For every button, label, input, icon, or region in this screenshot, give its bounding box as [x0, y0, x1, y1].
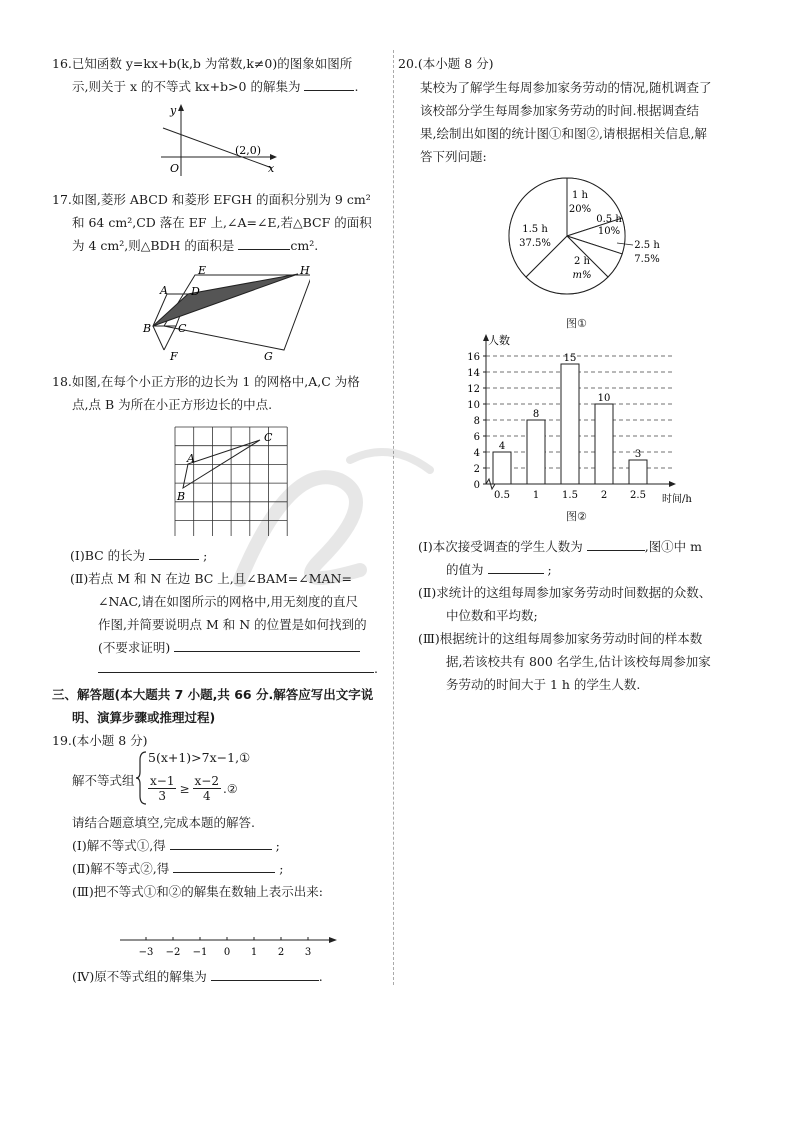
bar-chart [446, 330, 700, 505]
q17-text: 为 4 cm²,则△BDH 的面积是 [72, 238, 235, 253]
q17-unit: cm². [290, 238, 319, 253]
bar [561, 364, 579, 484]
bar [629, 460, 647, 484]
q20-para-line3: 果,绘制出如图的统计图①和图②,请根据相关信息,解 [420, 126, 707, 141]
q16-end: . [354, 79, 359, 94]
section3-line1: 三、解答题(本大题共 7 小题,共 66 分.解答应写出文字说 [52, 687, 374, 702]
q20-para-line2: 该校部分学生每周参加家务劳动的时间.根据调查结 [420, 103, 699, 118]
q17-answer-blank[interactable] [238, 249, 290, 250]
q18-p1-blank[interactable] [149, 559, 199, 560]
number-line-tick-label: 3 [304, 947, 312, 958]
q16-text: 示,则关于 x 的不等式 kx+b>0 的解集为 [72, 79, 301, 94]
pie-chart [505, 176, 675, 304]
pie-slice-value: 7.5% [634, 254, 660, 265]
q18-label-b: B [177, 490, 186, 503]
q18-p2-blank-1[interactable] [174, 651, 360, 652]
pie-slice-value: 20% [568, 204, 592, 215]
pie-slice-value: m% [572, 270, 592, 281]
q18-part1 [70, 545, 207, 567]
q17-label-h: H [300, 264, 310, 277]
number-line-tick-label: −2 [165, 947, 181, 958]
q18-label-c: C [264, 431, 273, 444]
q19-note: 请结合题意填空,完成本题的解答. [72, 815, 255, 830]
q17-label-e: E [198, 264, 207, 277]
q20-step1-end: ; [547, 562, 552, 577]
q17-segment-bf [153, 326, 164, 350]
number-line-tick-label: 0 [223, 947, 231, 958]
bar-y-tick-label: 14 [467, 368, 480, 379]
q16-y-label: y [170, 104, 177, 117]
q19-fraction-left [148, 774, 176, 803]
q19-frac-right-den: 4 [202, 789, 211, 803]
q17-line1: 17.如图,菱形 ABCD 和菱形 EFGH 的面积分别为 9 cm² [52, 192, 371, 207]
q19-step1 [72, 835, 280, 857]
q17-label-b: B [143, 322, 152, 335]
bar-category-label: 1.5 [562, 490, 578, 501]
q19-head: 19.(本小题 8 分) [52, 733, 148, 748]
q20-step1-blank-m[interactable] [488, 573, 544, 574]
q17-line2: 和 64 cm²,CD 落在 EF 上,∠A=∠E,若△BCF 的面积 [72, 215, 372, 230]
q19-step1-text: (Ⅰ)解不等式①,得 [72, 838, 166, 853]
bar-y-axis-title: 人数 [488, 334, 510, 347]
fig1-caption: 图① [566, 317, 587, 330]
pie-slice-value: 37.5% [519, 238, 551, 249]
q18-p2-line2: ∠NAC,请在如图所示的网格中,用无刻度的直尺 [98, 594, 359, 609]
bar-x-arrow [669, 481, 676, 487]
q19-frac-left-num: x−1 [150, 774, 175, 788]
number-line-tick-label: 1 [250, 947, 258, 958]
bar-value-label: 4 [498, 441, 506, 452]
q17-label-g: G [264, 350, 273, 362]
pie-slice-value: 10% [597, 226, 621, 237]
q17-line3 [72, 235, 318, 257]
bar-y-tick-label: 16 [467, 352, 480, 363]
q20-step3-line3: 务劳动的时间大于 1 h 的学生人数. [446, 677, 641, 692]
q20-step1-mid: ,图①中 m [644, 539, 702, 554]
q18-line1: 18.如图,在每个小正方形的边长为 1 的网格中,A,C 为格 [52, 374, 360, 389]
bar-y-tick-label: 0 [473, 480, 480, 491]
q18-p1-text: (Ⅰ)BC 的长为 [70, 548, 146, 563]
pie-slice-label: 2.5 h [634, 240, 660, 251]
q17-label-a: A [160, 284, 168, 297]
q19-step4 [72, 966, 323, 988]
q18-p2-end: . [374, 661, 378, 676]
q20-step1-line2-text: 的值为 [446, 562, 484, 577]
bar-y-tick-label: 2 [473, 464, 480, 475]
bar-category-label: 0.5 [494, 490, 510, 501]
bar-category-label: 2 [600, 490, 608, 501]
q18-line2: 点,点 B 为所在小正方形边长的中点. [72, 397, 273, 412]
q16-point-label: (2,0) [235, 144, 262, 157]
pie-slice-label: 1.5 h [522, 224, 548, 235]
q18-p2-line3: 作图,并简要说明点 M 和 N 的位置是如何找到的 [98, 617, 367, 632]
bar-chart-bars [493, 364, 647, 484]
pie-slice-label: 2 h [574, 256, 590, 267]
q19-step2-end: ; [279, 861, 284, 876]
number-line-tick-label: 2 [277, 947, 285, 958]
q20-step3-line1: (Ⅲ)根据统计的这组每周参加家务劳动时间的样本数 [418, 631, 703, 646]
q19-step1-end: ; [275, 838, 280, 853]
bar [527, 420, 545, 484]
q16-line1: 16.已知函数 y=kx+b(k,b 为常数,k≠0)的图象如图所 [52, 56, 353, 71]
q20-para-line1: 某校为了解学生每周参加家务劳动的情况,随机调查了 [420, 80, 712, 95]
q16-answer-blank[interactable] [304, 90, 354, 91]
q20-step3-line2: 据,若该校共有 800 名学生,估计该校每周参加家 [446, 654, 711, 669]
q19-frac-right-num: x−2 [194, 774, 219, 788]
q19-number-line [118, 930, 340, 960]
q19-intro: 解不等式组 [72, 773, 135, 788]
q19-step2 [72, 858, 283, 880]
q17-shaded-triangle [153, 274, 298, 326]
q19-step2-blank[interactable] [173, 872, 275, 873]
bar-y-tick-label: 10 [467, 400, 480, 411]
q18-p2-blank-2[interactable] [98, 672, 374, 673]
q16-line2 [72, 76, 358, 98]
fig2-caption: 图② [566, 510, 587, 523]
q18-p1-end: ; [203, 548, 208, 563]
q18-p2-text: (不要求证明) [98, 640, 171, 655]
bar [493, 452, 511, 484]
q20-step1-blank-count[interactable] [587, 550, 645, 551]
q20-head: 20.(本小题 8 分) [398, 56, 494, 71]
q20-step1-text: (Ⅰ)本次接受调查的学生人数为 [418, 539, 583, 554]
q19-step4-text: (Ⅳ)原不等式组的解集为 [72, 969, 207, 984]
q17-rhombus-figure [140, 262, 310, 362]
bar-category-label: 2.5 [630, 490, 646, 501]
q20-para-line4: 答下列问题: [420, 149, 487, 164]
bar-value-label: 15 [563, 353, 577, 364]
q16-x-arrow [270, 154, 277, 160]
q19-fraction-right [193, 774, 221, 803]
section3-line2: 明、演算步骤或推理过程) [72, 710, 216, 725]
q17-label-f: F [170, 350, 178, 362]
bar-y-tick-label: 6 [473, 432, 480, 443]
q19-step4-end: . [318, 969, 323, 984]
bar-value-label: 10 [597, 393, 611, 404]
q19-inequality-2 [148, 774, 238, 803]
q20-step1-line2 [446, 559, 552, 581]
bar-y-tick-label: 12 [467, 384, 480, 395]
q16-y-arrow [178, 104, 184, 111]
number-line-arrow [329, 937, 337, 943]
bar-y-tick-label: 8 [473, 416, 480, 427]
q20-step1-line1 [418, 536, 702, 558]
q17-label-d: D [191, 285, 200, 298]
bar-value-label: 3 [634, 449, 642, 460]
q16-origin-label: O [170, 162, 180, 175]
q19-step3: (Ⅲ)把不等式①和②的解集在数轴上表示出来: [72, 884, 324, 899]
q19-frac-left-den: 3 [158, 789, 167, 803]
q16-graph [155, 102, 280, 180]
bar [595, 404, 613, 484]
q17-segment-cf [164, 326, 176, 350]
number-line-tick-label: −3 [138, 947, 154, 958]
pie-slice-label: 1 h [572, 190, 588, 201]
bar-y-tick-label: 4 [473, 448, 480, 459]
q19-inequality-1: 5(x+1)>7x−1,① [148, 750, 251, 765]
q18-label-a: A [187, 452, 195, 465]
q18-p2-line1: (Ⅱ)若点 M 和 N 在边 BC 上,且∠BAM=∠MAN= [70, 571, 352, 586]
q19-step2-text: (Ⅱ)解不等式②,得 [72, 861, 170, 876]
q19-step4-blank[interactable] [211, 980, 319, 981]
q20-step2-line2: 中位数和平均数; [446, 608, 538, 623]
q19-step1-blank[interactable] [170, 849, 272, 850]
pie-slice-label: 0.5 h [596, 214, 622, 225]
q16-x-label: x [268, 162, 275, 175]
q20-step2-line1: (Ⅱ)求统计的这组每周参加家务劳动时间数据的众数、 [418, 585, 712, 600]
bar-category-label: 1 [532, 490, 540, 501]
bar-value-label: 8 [532, 409, 540, 420]
q18-p2-line5 [98, 658, 378, 680]
q19-ineq2-tail: .② [223, 781, 238, 796]
q17-label-c: C [178, 322, 187, 335]
q19-geq-sign: ≥ [179, 781, 190, 796]
q18-p2-line4 [98, 637, 360, 659]
bar-x-axis-title: 时间/h [662, 494, 692, 505]
number-line-tick-label: −1 [192, 947, 208, 958]
